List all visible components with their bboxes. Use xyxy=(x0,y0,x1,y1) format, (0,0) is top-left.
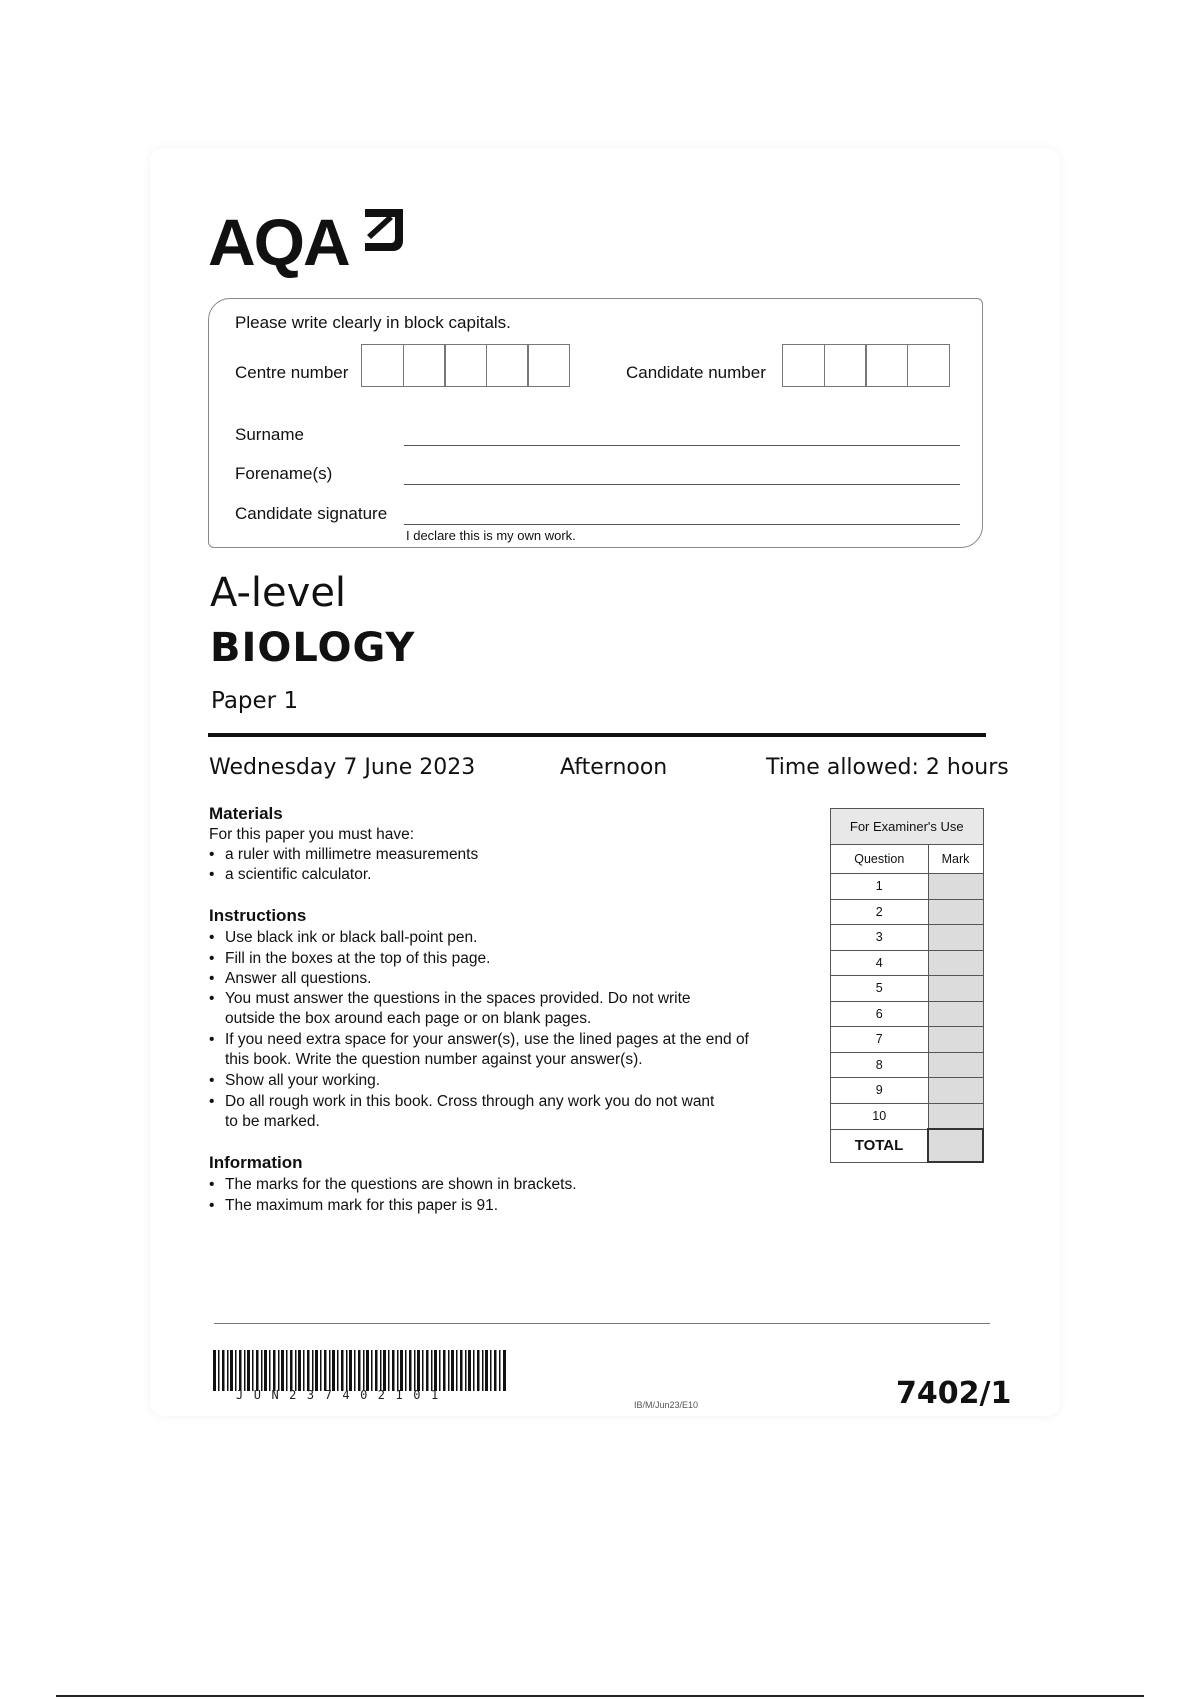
centre-digit-box[interactable] xyxy=(403,344,446,387)
total-mark-cell xyxy=(928,1129,983,1162)
mark-cell xyxy=(928,925,983,951)
table-row xyxy=(831,1078,984,1104)
table-row xyxy=(831,1027,984,1053)
table-row xyxy=(831,1052,984,1078)
mark-cell xyxy=(928,1103,983,1129)
instruction-continuation: outside the box around each page or on blank pages. xyxy=(225,1010,592,1027)
information-heading: Information xyxy=(209,1153,303,1172)
question-column-header: Question xyxy=(831,845,929,874)
instruction-continuation: this book. Write the question number against your answer(s). xyxy=(225,1051,643,1068)
exam-session: Afternoon xyxy=(560,755,668,780)
signature-line[interactable] xyxy=(404,524,960,525)
centre-digit-box[interactable] xyxy=(444,344,487,387)
question-number: 2 xyxy=(831,899,929,925)
instruction-text: Fill in the boxes at the top of this page. xyxy=(225,950,491,967)
aqa-logo xyxy=(208,205,408,279)
centre-digit-box[interactable] xyxy=(527,344,570,387)
forenames-label: Forename(s) xyxy=(235,464,333,483)
candidate-number-boxes[interactable] xyxy=(782,344,948,387)
mark-cell xyxy=(928,1078,983,1104)
instruction-continuation: to be marked. xyxy=(225,1113,320,1130)
candidate-digit-box[interactable] xyxy=(782,344,825,387)
materials-item-text: a scientific calculator. xyxy=(225,866,372,883)
examiners-use-title: For Examiner's Use xyxy=(831,809,984,845)
mark-cell xyxy=(928,1052,983,1078)
instruction-text: Use black ink or black ball-point pen. xyxy=(225,929,478,946)
information-text: The maximum mark for this paper is 91. xyxy=(225,1197,499,1214)
mark-cell xyxy=(928,874,983,900)
information-text: The marks for the questions are shown in brackets. xyxy=(225,1176,577,1193)
table-row xyxy=(831,976,984,1002)
question-number: 6 xyxy=(831,1001,929,1027)
table-row xyxy=(831,874,984,900)
page-bottom-rule xyxy=(56,1695,1144,1697)
exam-date: Wednesday 7 June 2023 xyxy=(209,755,476,780)
question-number: 1 xyxy=(831,874,929,900)
footer-divider xyxy=(214,1323,990,1324)
question-number: 10 xyxy=(831,1103,929,1129)
total-row xyxy=(831,1129,984,1162)
table-row xyxy=(831,950,984,976)
mark-cell xyxy=(928,950,983,976)
document-reference: IB/M/Jun23/E10 xyxy=(634,1400,699,1410)
table-row xyxy=(831,1103,984,1129)
question-number: 4 xyxy=(831,950,929,976)
question-number: 9 xyxy=(831,1078,929,1104)
materials-heading: Materials xyxy=(209,804,283,823)
table-row xyxy=(831,899,984,925)
instructions-heading: Instructions xyxy=(209,906,307,925)
barcode-number: JUN237402101 xyxy=(236,1388,449,1402)
declaration-text: I declare this is my own work. xyxy=(406,528,576,543)
surname-label: Surname xyxy=(235,425,304,444)
exam-level: A-level xyxy=(210,570,347,616)
candidate-digit-box[interactable] xyxy=(865,344,908,387)
centre-number-boxes[interactable] xyxy=(361,344,569,387)
centre-number-label: Centre number xyxy=(235,363,349,382)
mark-cell xyxy=(928,899,983,925)
question-number: 8 xyxy=(831,1052,929,1078)
question-number: 3 xyxy=(831,925,929,951)
exam-paper: Paper 1 xyxy=(211,688,299,714)
materials-intro: For this paper you must have: xyxy=(209,826,415,843)
barcode-icon xyxy=(213,1350,507,1391)
question-number: 7 xyxy=(831,1027,929,1053)
signature-label: Candidate signature xyxy=(235,504,388,523)
title-divider xyxy=(208,733,986,737)
mark-column-header: Mark xyxy=(928,845,983,874)
aqa-logo-text: AQA xyxy=(208,205,349,279)
mark-cell xyxy=(928,976,983,1002)
surname-line[interactable] xyxy=(404,445,960,446)
instruction-text: If you need extra space for your answer(s), use the lined pages at the end of xyxy=(225,1031,749,1048)
time-allowed: Time allowed: 2 hours xyxy=(766,755,1009,780)
exam-subject: BIOLOGY xyxy=(210,625,416,671)
candidate-digit-box[interactable] xyxy=(907,344,950,387)
mark-cell xyxy=(928,1027,983,1053)
total-label: TOTAL xyxy=(831,1129,929,1162)
aqa-leaf-mark-icon xyxy=(363,207,405,253)
instruction-text: Do all rough work in this book. Cross through any work you do not want xyxy=(225,1093,715,1110)
table-row xyxy=(831,1001,984,1027)
table-row xyxy=(831,925,984,951)
centre-digit-box[interactable] xyxy=(486,344,529,387)
question-number: 5 xyxy=(831,976,929,1002)
block-capitals-instruction: Please write clearly in block capitals. xyxy=(235,313,511,332)
candidate-digit-box[interactable] xyxy=(824,344,867,387)
examiners-use-table xyxy=(830,808,984,1163)
instruction-text: Show all your working. xyxy=(225,1072,381,1089)
centre-digit-box[interactable] xyxy=(361,344,404,387)
candidate-details-box xyxy=(208,298,983,548)
materials-item-text: a ruler with millimetre measurements xyxy=(225,846,479,863)
candidate-number-label: Candidate number xyxy=(626,363,766,382)
forenames-line[interactable] xyxy=(404,484,960,485)
instruction-text: You must answer the questions in the spaces provided. Do not write xyxy=(225,990,691,1007)
mark-cell xyxy=(928,1001,983,1027)
instruction-text: Answer all questions. xyxy=(225,970,372,987)
paper-code: 7402/1 xyxy=(896,1376,1012,1411)
